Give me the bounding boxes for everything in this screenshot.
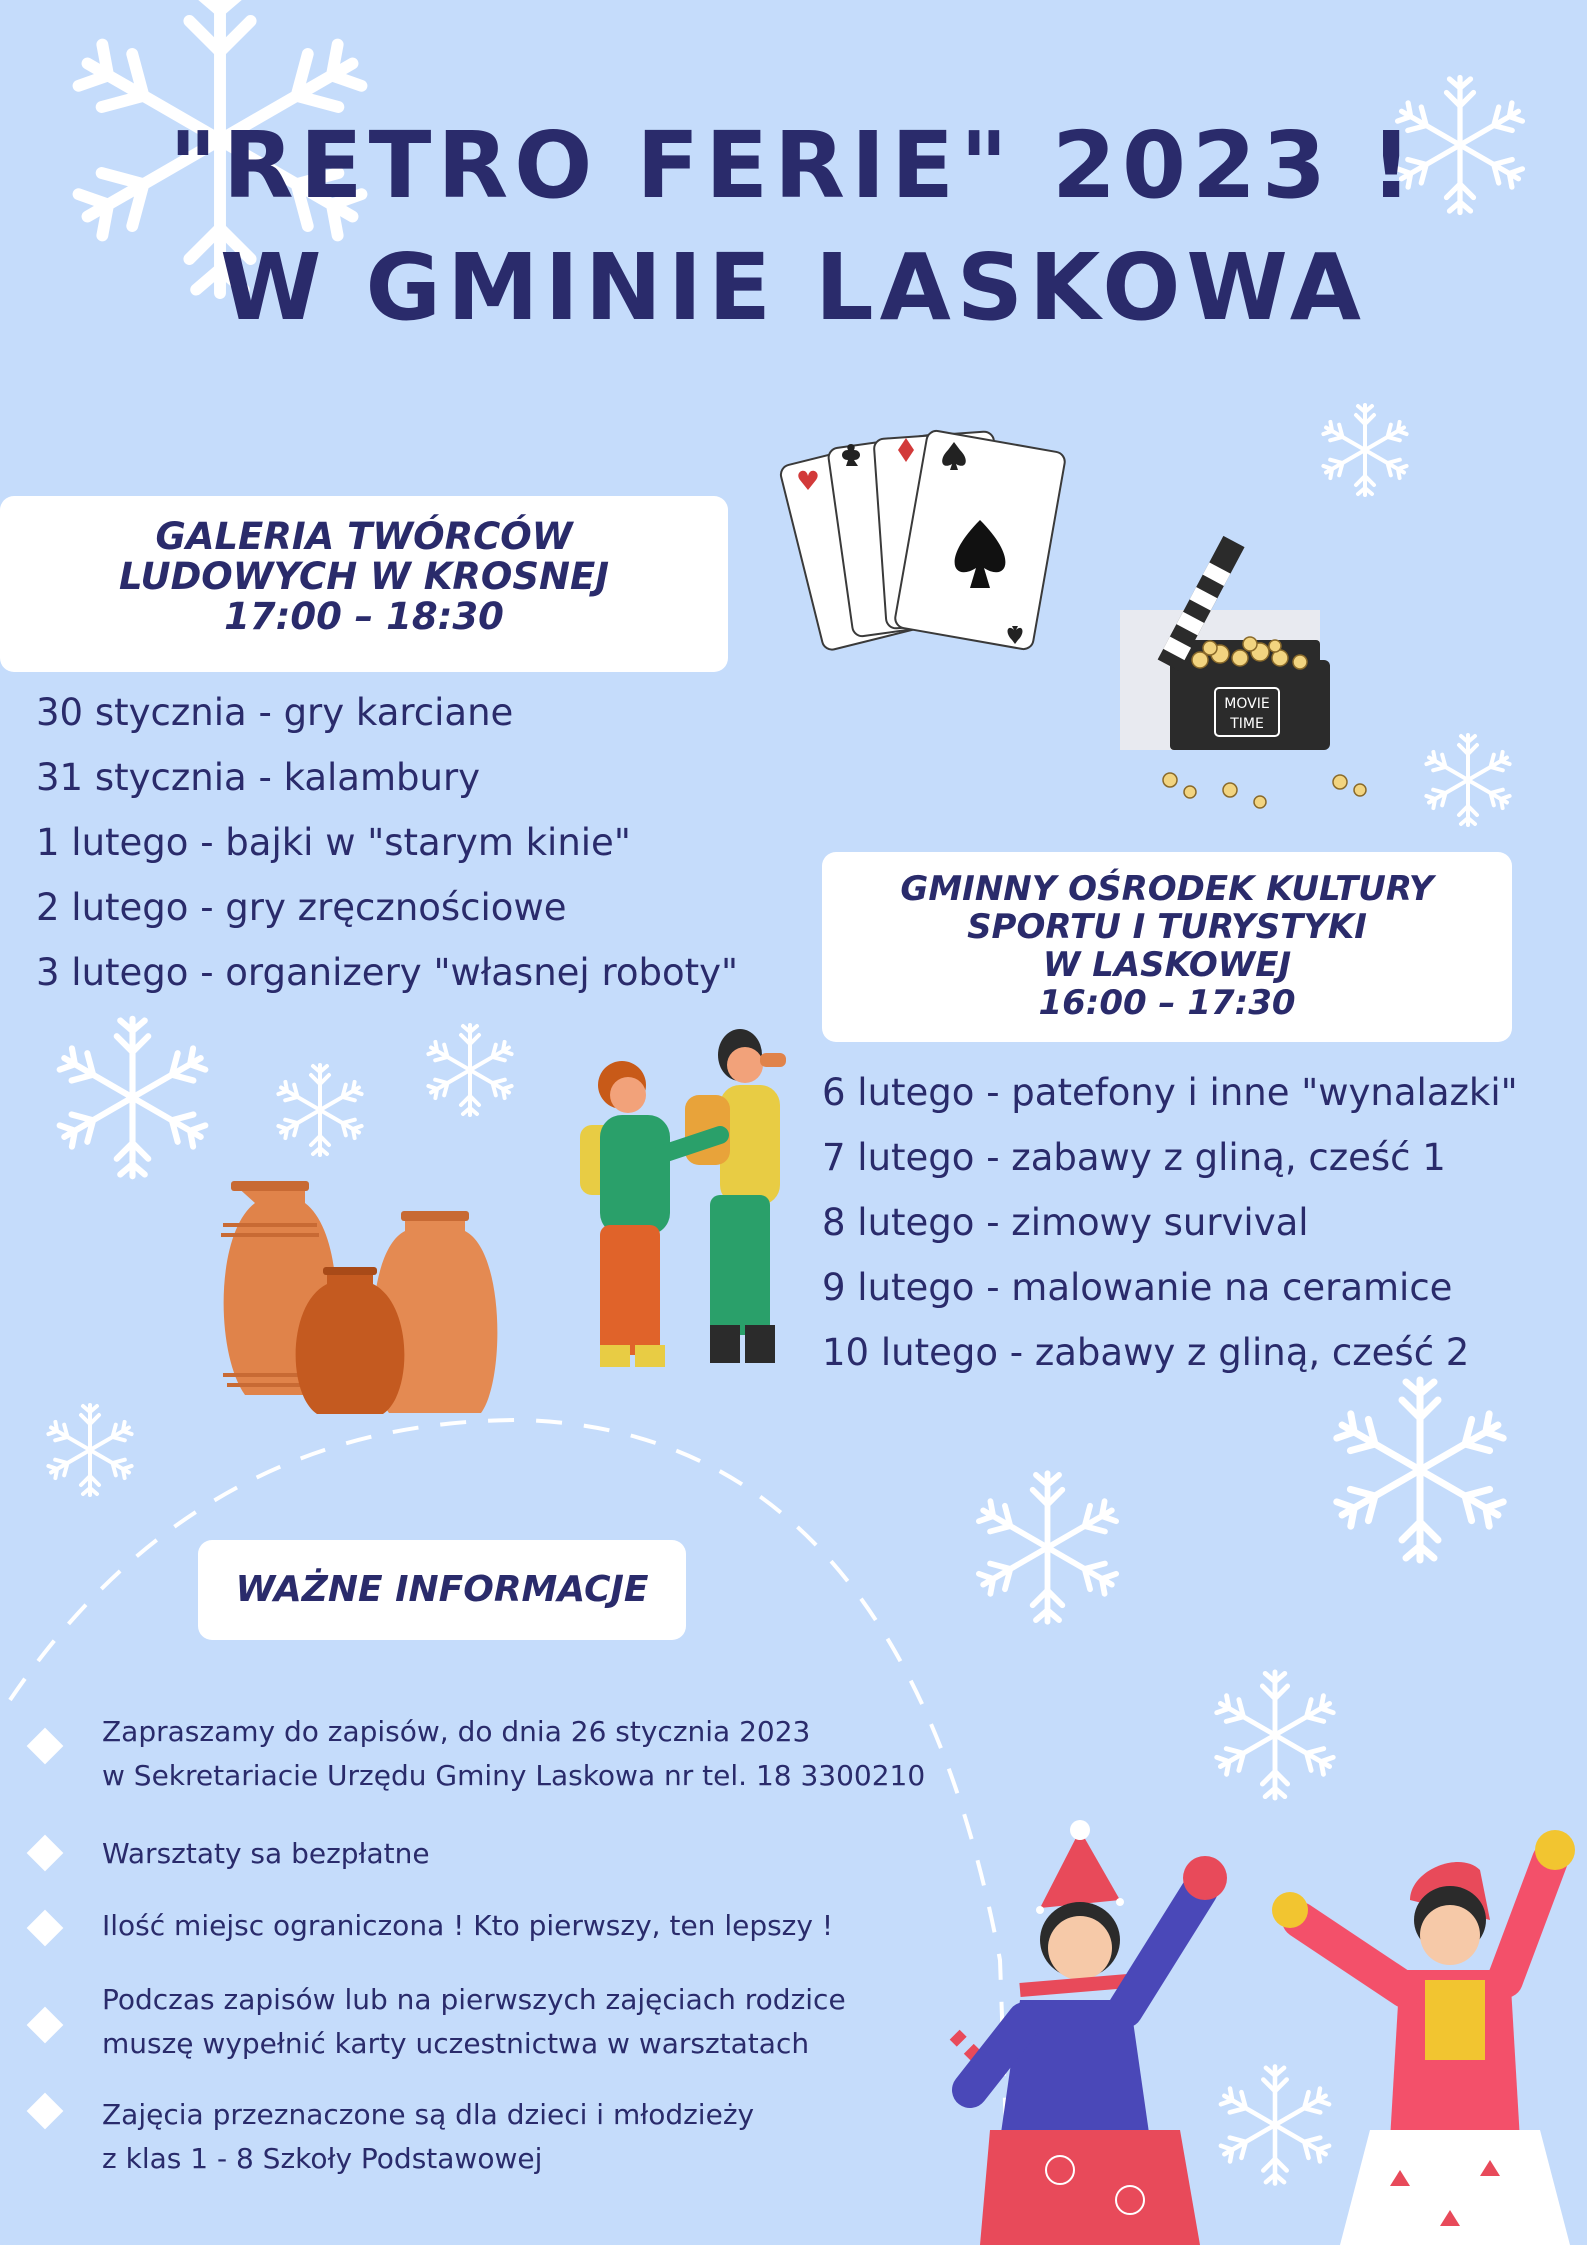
venue2-name-line2: SPORTU I TURYSTYKI (967, 907, 1367, 947)
clapperboard-text-2: TIME (1230, 716, 1264, 732)
snowflake-icon (1320, 1370, 1520, 1570)
info-item (102, 1832, 430, 1876)
venue1-time: 17:00 – 18:30 (224, 595, 504, 638)
info-item-line: Ilość miejsc ograniczona ! Kto pierwszy, ten lepszy ! (102, 1909, 834, 1942)
venue2-card (822, 852, 1512, 1042)
snowflake-icon (1205, 1665, 1345, 1805)
info-item (102, 1978, 846, 2066)
venue1-name-line2: LUDOWYCH W KROSNEJ (118, 555, 609, 598)
info-item-line: muszę wypełnić karty uczestnictwa w warsztatach (102, 2027, 810, 2060)
snowflake-icon (1418, 730, 1518, 830)
venue2-time: 16:00 – 17:30 (1038, 983, 1296, 1023)
venue2-schedule (822, 1060, 1587, 1385)
venue1-card (0, 496, 728, 672)
list-item: 2 lutego - gry zręcznościowe (36, 886, 567, 929)
info-item (102, 1710, 925, 1798)
clapperboard-text-1: MOVIE (1224, 696, 1270, 712)
snowflake-icon (1315, 400, 1415, 500)
info-heading: WAŻNE INFORMACJE (235, 1569, 649, 1610)
info-item-line: z klas 1 - 8 Szkoły Podstawowej (102, 2142, 543, 2175)
info-item (102, 1904, 833, 1948)
list-item: 6 lutego - patefony i inne "wynalazki" (822, 1071, 1518, 1114)
playing-cards-icon (780, 420, 1100, 680)
list-item: 9 lutego - malowanie na ceramice (822, 1266, 1453, 1309)
info-item-line: Zapraszamy do zapisów, do dnia 26 stycznia 2023 (102, 1715, 811, 1748)
info-item-line: Zajęcia przeznaczone są dla dzieci i młodzieży (102, 2098, 755, 2131)
snowflake-icon (270, 1060, 370, 1160)
venue1-schedule (36, 680, 738, 1005)
list-item: 1 lutego - bajki w "starym kinie" (36, 821, 631, 864)
vases-icon (195, 1175, 505, 1415)
clapperboard-icon (1110, 550, 1390, 830)
kids-illustration (930, 1830, 1587, 2245)
list-item: 8 lutego - zimowy survival (822, 1201, 1309, 1244)
page-title: "RETRO FERIE" 2023 ! (168, 112, 1419, 219)
snowflake-icon (420, 1020, 520, 1120)
hikers-icon (560, 1015, 800, 1385)
info-item-line: Warsztaty sa bezpłatne (102, 1837, 430, 1870)
info-item (102, 2093, 754, 2181)
info-item-line: Podczas zapisów lub na pierwszych zajęciach rodzice (102, 1983, 846, 2016)
list-item: 10 lutego - zabawy z gliną, cześć 2 (822, 1331, 1470, 1374)
list-item: 30 stycznia - gry karciane (36, 691, 514, 734)
venue1-name-line1: GALERIA TWÓRCÓW (155, 515, 573, 558)
list-item: 31 stycznia - kalambury (36, 756, 481, 799)
list-item: 7 lutego - zabawy z gliną, cześć 1 (822, 1136, 1446, 1179)
venue2-name-line3: W LASKOWEJ (1042, 945, 1292, 985)
info-item-line: w Sekretariacie Urzędu Gminy Laskowa nr tel. 18 3300210 (102, 1759, 926, 1792)
list-item: 3 lutego - organizery "własnej roboty" (36, 951, 739, 994)
snowflake-icon (45, 1010, 220, 1185)
page-subtitle: W GMINIE LASKOWA (220, 234, 1367, 341)
info-heading-card (198, 1540, 686, 1640)
venue2-name-line1: GMINNY OŚRODEK KULTURY (900, 869, 1434, 909)
